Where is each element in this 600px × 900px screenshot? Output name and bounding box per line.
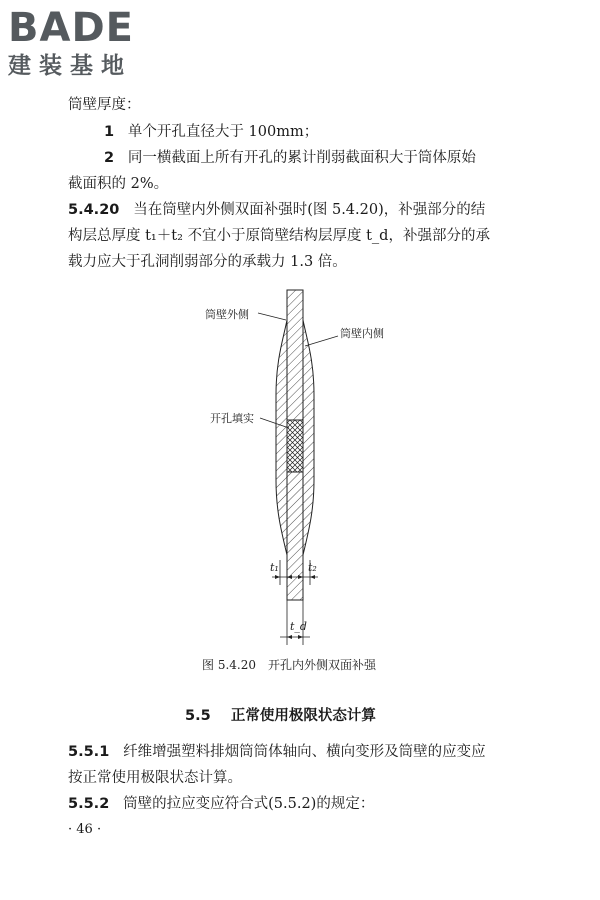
list-item-2-text: 同一横截面上所有开孔的累计削弱截面积大于筒体原始 (127, 150, 476, 166)
label-outer-wall: 筒壁外侧 (205, 308, 249, 321)
clause-5-5-1 (68, 742, 486, 762)
section-title: 正常使用极限状态计算 (230, 708, 376, 724)
clause-5-5-2-number: 5.5.2 (68, 796, 110, 812)
section-heading (185, 706, 376, 726)
logo-subtitle: 建装基地 (8, 53, 132, 79)
list-item-2-continuation: 截面积的 2%。 (68, 176, 169, 192)
clause-5-4-20-line3: 载力应大于孔洞削弱部分的承载力 1.3 倍。 (68, 254, 347, 270)
section-number: 5.5 (185, 708, 211, 724)
logo-brand: BADE (8, 5, 134, 51)
clause-5-5-2 (68, 794, 374, 814)
label-td: t_d (290, 620, 307, 633)
inner-reinforcement (303, 320, 314, 555)
clause-5-5-1-line2: 按正常使用极限状态计算。 (68, 770, 242, 786)
opening-fill (287, 420, 303, 472)
leader-outer (258, 313, 286, 320)
label-t1: t₁ (270, 561, 279, 574)
clause-5-4-20-line2: 构层总厚度 t₁＋t₂ 不宜小于原筒壁结构层厚度 t_d，补强部分的承 (68, 228, 490, 244)
clause-5-4-20-number: 5.4.20 (68, 202, 120, 218)
page-number: · 46 · (68, 822, 102, 837)
text-line-wall-thickness: 筒壁厚度： (68, 97, 141, 113)
leader-inner (305, 336, 338, 346)
clause-5-5-2-line1: 筒壁的拉应变应符合式(5.5.2)的规定： (123, 796, 375, 812)
list-item-1-text: 单个开孔直径大于 100mm； (127, 124, 319, 140)
outer-reinforcement (276, 320, 287, 555)
list-item-1-number: 1 (104, 124, 115, 140)
label-inner-wall: 筒壁内侧 (340, 327, 384, 340)
clause-5-4-20-line1: 当在筒壁内外侧双面补强时(图 5.4.20)，补强部分的结 (133, 202, 486, 218)
figure-caption: 图 5.4.20 开孔内外侧双面补强 (202, 658, 376, 672)
list-item-2-number: 2 (104, 150, 115, 166)
clause-5-5-1-line1: 纤维增强塑料排烟筒筒体轴向、横向变形及筒壁的应变应 (123, 744, 486, 760)
label-opening-fill: 开孔填实 (210, 412, 254, 425)
clause-5-5-1-number: 5.5.1 (68, 744, 110, 760)
label-t2: t₂ (308, 561, 317, 574)
